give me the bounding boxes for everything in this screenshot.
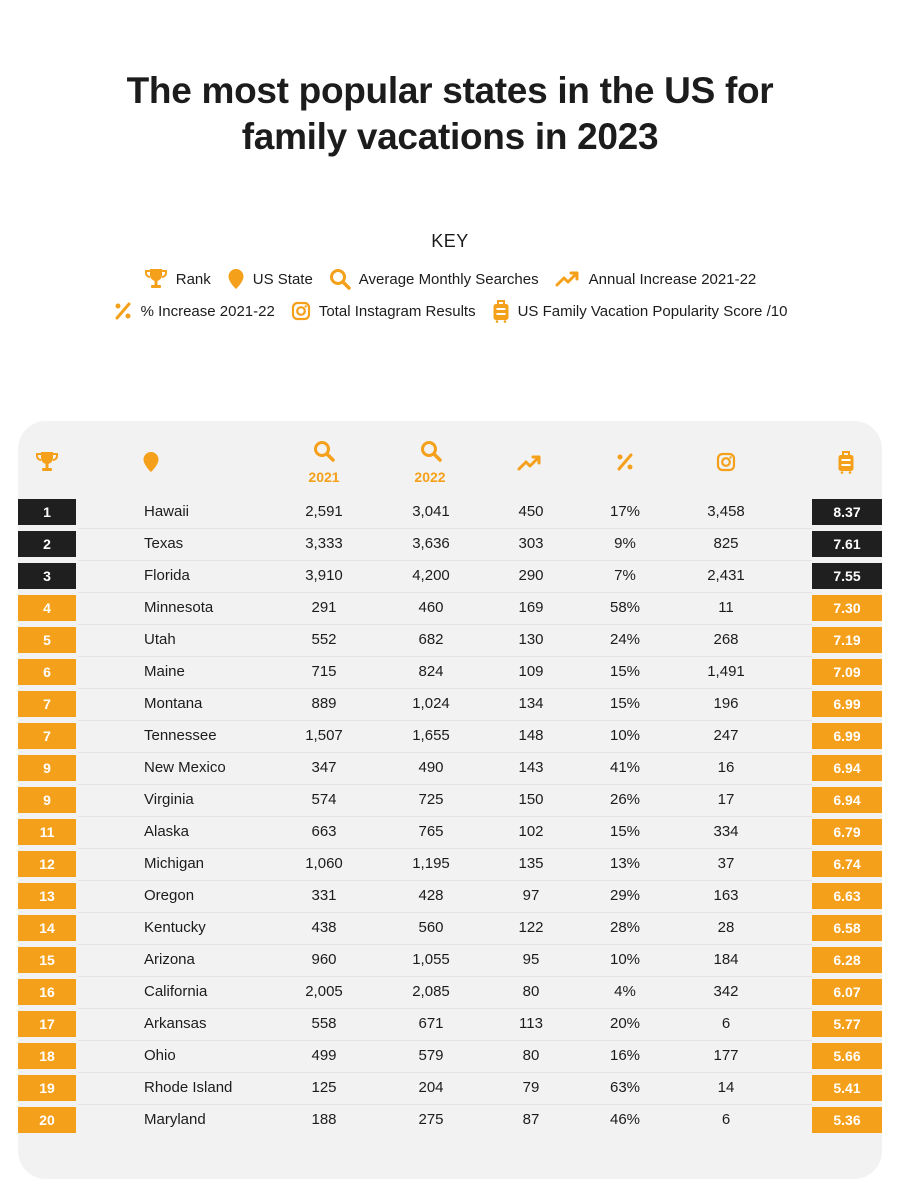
score-badge: 5.66 [812,1043,882,1069]
score-badge: 6.94 [812,755,882,781]
key-label-popularity-score: US Family Vacation Popularity Score /10 [517,302,788,320]
table-row [18,1043,882,1069]
row-divider [78,560,812,561]
cell-instagram-results: 17 [717,791,735,808]
cell-percent-increase: 26% [609,791,641,808]
row-divider [78,944,812,945]
table-row [18,531,882,557]
cell-searches-2022: 460 [418,599,444,616]
cell-searches-2022: 4,200 [412,567,450,584]
cell-state: Texas [144,535,184,552]
score-badge: 5.41 [812,1075,882,1101]
score-badge: 6.63 [812,883,882,909]
header-instagram-icon [716,452,736,472]
key-item-state [227,266,313,292]
score-badge: 5.77 [812,1011,882,1037]
cell-annual-increase: 102 [518,823,544,840]
row-divider [78,784,812,785]
cell-state: Alaska [144,823,190,840]
cell-searches-2021: 960 [311,951,337,968]
cell-annual-increase: 80 [522,983,540,1000]
percent-icon [113,301,133,321]
rank-badge: 3 [18,563,76,589]
table-row [18,659,882,685]
cell-annual-increase: 97 [522,887,540,904]
cell-searches-2021: 331 [311,887,337,904]
header-trending-up-icon [517,454,543,472]
cell-searches-2021: 889 [311,695,337,712]
score-badge: 6.07 [812,979,882,1005]
rank-badge: 5 [18,627,76,653]
cell-percent-increase: 9% [614,535,636,552]
cell-annual-increase: 303 [518,535,544,552]
header-percent-icon [615,452,635,472]
rank-badge: 17 [18,1011,76,1037]
cell-searches-2022: 560 [418,919,444,936]
table-row [18,755,882,781]
cell-percent-increase: 15% [609,695,641,712]
table-row [18,691,882,717]
cell-searches-2022: 3,041 [412,503,450,520]
cell-instagram-results: 1,491 [707,663,745,680]
cell-state: Kentucky [144,919,206,936]
score-badge: 6.79 [812,819,882,845]
key-label-state: US State [252,270,313,288]
rank-badge: 13 [18,883,76,909]
key-item-instagram [291,298,476,324]
table-row [18,979,882,1005]
row-divider [78,1104,812,1105]
cell-percent-increase: 4% [614,983,636,1000]
rank-badge: 6 [18,659,76,685]
cell-instagram-results: 268 [713,631,739,648]
cell-instagram-results: 342 [713,983,739,1000]
cell-searches-2021: 663 [311,823,337,840]
rank-badge: 15 [18,947,76,973]
cell-instagram-results: 334 [713,823,739,840]
cell-annual-increase: 150 [518,791,544,808]
cell-percent-increase: 63% [609,1079,641,1096]
cell-searches-2022: 765 [418,823,444,840]
score-badge: 7.61 [812,531,882,557]
score-badge: 7.55 [812,563,882,589]
cell-searches-2021: 2,005 [305,983,343,1000]
cell-state: Hawaii [144,503,190,520]
table-row [18,915,882,941]
cell-percent-increase: 41% [609,759,641,776]
cell-searches-2021: 125 [311,1079,337,1096]
cell-searches-2021: 3,333 [305,535,343,552]
row-divider [78,848,812,849]
cell-instagram-results: 247 [713,727,739,744]
header-search-2022-icon [420,440,442,462]
rank-badge: 19 [18,1075,76,1101]
rank-badge: 16 [18,979,76,1005]
cell-state: California [144,983,208,1000]
header-year-2021: 2021 [308,469,340,485]
cell-annual-increase: 148 [518,727,544,744]
rank-badge: 1 [18,499,76,525]
cell-searches-2022: 428 [418,887,444,904]
cell-searches-2021: 347 [311,759,337,776]
score-badge: 7.19 [812,627,882,653]
cell-percent-increase: 13% [609,855,641,872]
cell-instagram-results: 28 [717,919,735,936]
title-line-1: The most popular states in the US for [126,70,774,111]
score-badge: 6.99 [812,723,882,749]
cell-annual-increase: 79 [522,1079,540,1096]
key-label-percent-increase: % Increase 2021-22 [140,302,275,320]
cell-state: Tennessee [144,727,217,744]
rank-badge: 9 [18,787,76,813]
table-row [18,499,882,525]
cell-percent-increase: 46% [609,1111,641,1128]
cell-annual-increase: 290 [518,567,544,584]
cell-percent-increase: 16% [609,1047,641,1064]
rank-badge: 7 [18,723,76,749]
cell-searches-2022: 1,195 [412,855,450,872]
rank-badge: 2 [18,531,76,557]
search-icon [329,268,351,290]
trophy-icon [144,268,168,290]
score-badge: 8.37 [812,499,882,525]
cell-instagram-results: 2,431 [707,567,745,584]
cell-percent-increase: 7% [614,567,636,584]
header-luggage-icon [837,450,855,474]
row-divider [78,624,812,625]
cell-instagram-results: 196 [713,695,739,712]
page-title [0,68,900,160]
score-badge: 6.74 [812,851,882,877]
cell-state: Maine [144,663,185,680]
cell-instagram-results: 3,458 [707,503,745,520]
cell-searches-2021: 715 [311,663,337,680]
table-row [18,1107,882,1133]
score-badge: 6.58 [812,915,882,941]
row-divider [78,1040,812,1041]
cell-searches-2022: 3,636 [412,535,450,552]
rank-badge: 18 [18,1043,76,1069]
key-item-percent-increase [113,298,275,324]
table-row [18,851,882,877]
key-row-1 [0,266,900,292]
cell-instagram-results: 11 [718,599,734,616]
score-badge: 7.09 [812,659,882,685]
cell-searches-2022: 725 [418,791,444,808]
table-row [18,1075,882,1101]
cell-state: Montana [144,695,203,712]
cell-state: Utah [144,631,176,648]
cell-annual-increase: 134 [518,695,544,712]
row-divider [78,1008,812,1009]
trending-up-icon [555,270,581,288]
cell-searches-2022: 824 [418,663,444,680]
header-location-pin-icon [142,451,160,473]
table-row [18,563,882,589]
score-badge: 6.94 [812,787,882,813]
cell-instagram-results: 37 [717,855,735,872]
cell-annual-increase: 135 [518,855,544,872]
cell-state: Arkansas [144,1015,207,1032]
cell-searches-2021: 1,507 [305,727,343,744]
row-divider [78,1072,812,1073]
cell-state: Rhode Island [144,1079,233,1096]
cell-searches-2021: 574 [311,791,337,808]
rank-badge: 11 [18,819,76,845]
cell-instagram-results: 6 [721,1015,731,1032]
cell-state: Michigan [144,855,205,872]
rank-badge: 7 [18,691,76,717]
cell-instagram-results: 14 [717,1079,735,1096]
cell-state: Virginia [144,791,194,808]
key-heading: KEY [431,231,469,251]
cell-annual-increase: 109 [518,663,544,680]
cell-searches-2022: 1,024 [412,695,450,712]
cell-searches-2021: 291 [311,599,337,616]
key-label-rank: Rank [175,270,211,288]
cell-state: Minnesota [144,599,214,616]
rank-badge: 14 [18,915,76,941]
cell-state: Arizona [144,951,195,968]
cell-annual-increase: 143 [518,759,544,776]
cell-state: Ohio [144,1047,176,1064]
cell-percent-increase: 15% [609,663,641,680]
cell-searches-2022: 682 [418,631,444,648]
cell-state: New Mexico [144,759,226,776]
header-search-2021-icon [313,440,335,462]
cell-searches-2022: 579 [418,1047,444,1064]
rank-badge: 9 [18,755,76,781]
score-badge: 5.36 [812,1107,882,1133]
key-label-instagram: Total Instagram Results [318,302,476,320]
cell-percent-increase: 58% [609,599,641,616]
cell-searches-2022: 1,655 [412,727,450,744]
cell-searches-2022: 1,055 [412,951,450,968]
cell-searches-2021: 1,060 [305,855,343,872]
table-row [18,947,882,973]
rank-badge: 20 [18,1107,76,1133]
score-badge: 6.99 [812,691,882,717]
cell-annual-increase: 87 [522,1111,540,1128]
cell-state: Oregon [144,887,195,904]
key-label-searches: Average Monthly Searches [358,270,539,288]
cell-annual-increase: 169 [518,599,544,616]
cell-instagram-results: 177 [713,1047,739,1064]
row-divider [78,528,812,529]
cell-searches-2021: 188 [311,1111,337,1128]
cell-searches-2021: 3,910 [305,567,343,584]
key-item-rank [144,266,211,292]
row-divider [78,880,812,881]
rank-badge: 12 [18,851,76,877]
cell-searches-2021: 558 [311,1015,337,1032]
cell-instagram-results: 163 [713,887,739,904]
cell-state: Florida [144,567,190,584]
key-row-2 [0,298,900,324]
key-item-searches [329,266,539,292]
table-row [18,1011,882,1037]
cell-searches-2022: 2,085 [412,983,450,1000]
cell-percent-increase: 10% [609,951,641,968]
cell-instagram-results: 16 [717,759,735,776]
cell-instagram-results: 6 [721,1111,731,1128]
cell-annual-increase: 80 [522,1047,540,1064]
cell-percent-increase: 29% [609,887,641,904]
instagram-icon [291,301,311,321]
cell-searches-2022: 204 [418,1079,444,1096]
header-trophy-icon [35,451,59,473]
cell-percent-increase: 15% [609,823,641,840]
cell-annual-increase: 122 [518,919,544,936]
row-divider [78,656,812,657]
cell-percent-increase: 17% [609,503,641,520]
cell-state: Maryland [144,1111,206,1128]
row-divider [78,688,812,689]
cell-searches-2022: 490 [418,759,444,776]
cell-annual-increase: 113 [519,1015,543,1032]
header-year-2022: 2022 [414,469,446,485]
location-pin-icon [227,268,245,290]
cell-instagram-results: 825 [713,535,739,552]
key-item-annual-increase [555,266,757,292]
cell-annual-increase: 95 [522,951,540,968]
score-badge: 7.30 [812,595,882,621]
cell-searches-2021: 2,591 [305,503,343,520]
row-divider [78,720,812,721]
cell-searches-2021: 499 [311,1047,337,1064]
title-line-2: family vacations in 2023 [241,116,659,157]
table-row [18,883,882,909]
row-divider [78,912,812,913]
cell-percent-increase: 28% [609,919,641,936]
cell-annual-increase: 130 [518,631,544,648]
row-divider [78,816,812,817]
cell-instagram-results: 184 [713,951,739,968]
cell-percent-increase: 24% [609,631,641,648]
key-label-annual-increase: Annual Increase 2021-22 [588,270,757,288]
table-row [18,819,882,845]
cell-searches-2021: 552 [311,631,337,648]
row-divider [78,976,812,977]
key-item-popularity-score [492,298,788,324]
cell-searches-2022: 671 [418,1015,444,1032]
score-badge: 6.28 [812,947,882,973]
cell-percent-increase: 20% [609,1015,641,1032]
row-divider [78,592,812,593]
rank-badge: 4 [18,595,76,621]
luggage-icon [492,299,510,323]
cell-searches-2022: 275 [418,1111,444,1128]
cell-percent-increase: 10% [609,727,641,744]
table-row [18,595,882,621]
row-divider [78,752,812,753]
cell-annual-increase: 450 [518,503,544,520]
table-row [18,787,882,813]
table-row [18,627,882,653]
table-row [18,723,882,749]
cell-searches-2021: 438 [311,919,337,936]
